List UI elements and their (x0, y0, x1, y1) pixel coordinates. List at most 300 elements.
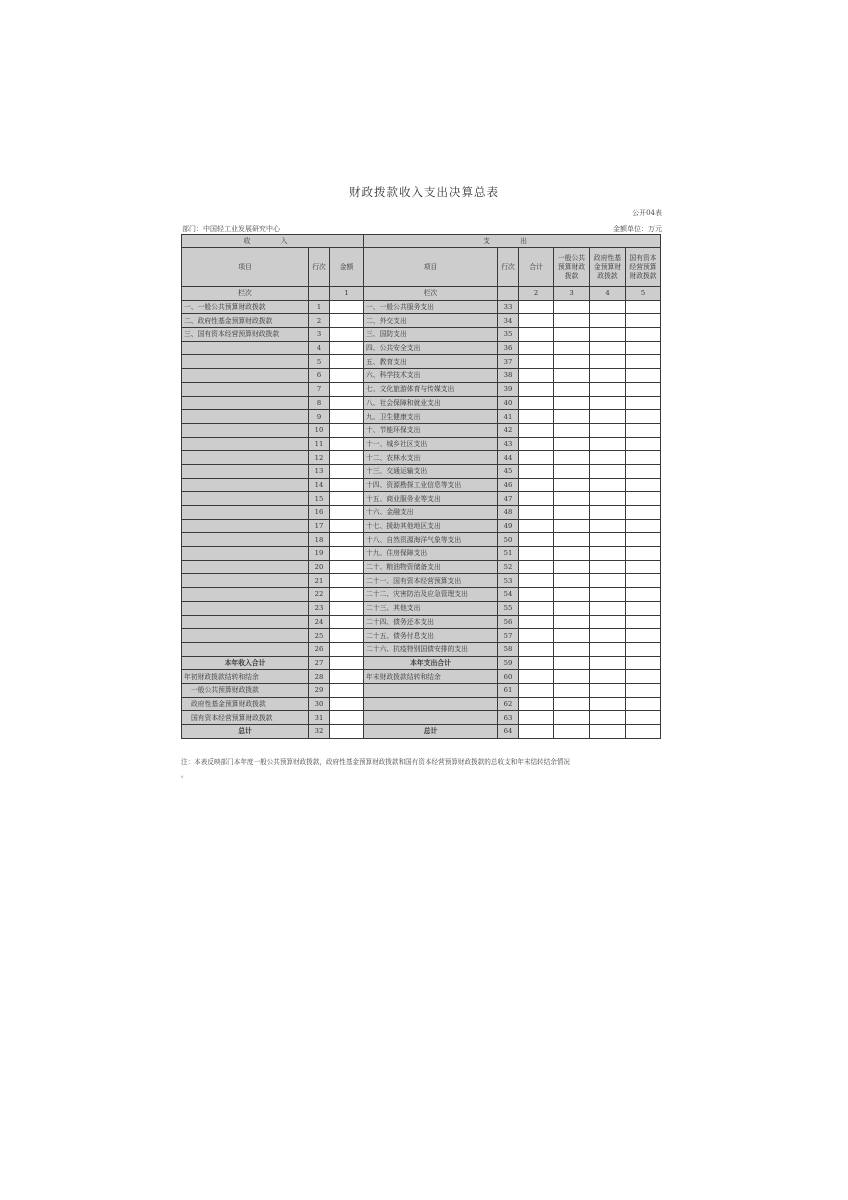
income-item (182, 574, 309, 588)
unit-label: 金额单位：万元 (613, 225, 662, 233)
table-row (182, 547, 661, 561)
income-item (182, 410, 309, 424)
gov-fund-cell (590, 478, 626, 492)
income-item (182, 369, 309, 383)
income-amount-cell (330, 464, 364, 478)
table-row (182, 601, 661, 615)
amount-cell (330, 656, 364, 670)
expense-line-number: 57 (498, 629, 519, 643)
general-budget-cell (554, 574, 590, 588)
expense-total-cell (519, 533, 554, 547)
line-number: 31 (309, 711, 330, 725)
state-capital-cell (626, 314, 661, 328)
state-capital-cell (626, 382, 661, 396)
line-number: 28 (309, 670, 330, 684)
income-line-number: 10 (309, 423, 330, 437)
gov-fund-cell (590, 588, 626, 602)
col-index-1: 1 (330, 287, 364, 301)
expense-item: 十九、住房保障支出 (364, 547, 498, 561)
income-line-number: 1 (309, 300, 330, 314)
report-title: 财政拨款收入支出决算总表 (349, 185, 499, 199)
line-number: 27 (309, 656, 330, 670)
income-amount-cell (330, 355, 364, 369)
expense-line-number: 39 (498, 382, 519, 396)
income-amount-cell (330, 547, 364, 561)
expense-item: 二十二、灾害防治及应急管理支出 (364, 588, 498, 602)
expense-line-number: 38 (498, 369, 519, 383)
sub-item-label: 国有资本经营预算财政拨款 (182, 711, 309, 725)
income-line-number: 8 (309, 396, 330, 410)
table-row (182, 588, 661, 602)
general-budget-cell (554, 478, 590, 492)
expense-total-cell (519, 464, 554, 478)
table-row-income-total (182, 656, 661, 670)
grand-total-label: 总计 (364, 725, 498, 739)
expense-line-number: 53 (498, 574, 519, 588)
state-capital-cell (626, 533, 661, 547)
gov-fund-cell (590, 396, 626, 410)
income-line-number: 23 (309, 601, 330, 615)
income-item (182, 341, 309, 355)
income-line-number: 3 (309, 328, 330, 342)
gov-fund-cell (590, 629, 626, 643)
gov-fund-cell (590, 615, 626, 629)
state-capital-cell (626, 300, 661, 314)
income-amount-cell (330, 492, 364, 506)
income-item (182, 492, 309, 506)
income-item (182, 519, 309, 533)
expense-total-cell (519, 629, 554, 643)
general-budget-cell (554, 341, 590, 355)
expense-total-cell (519, 423, 554, 437)
income-line-number: 26 (309, 642, 330, 656)
line-number: 62 (498, 697, 519, 711)
table-row-carry (182, 670, 661, 684)
income-amount-cell (330, 588, 364, 602)
expense-item: 二十六、抗疫特别国债安排的支出 (364, 642, 498, 656)
expense-item: 七、文化旅游体育与传媒支出 (364, 382, 498, 396)
income-amount-cell (330, 396, 364, 410)
department-label: 部门：中国轻工业发展研究中心 (182, 225, 280, 233)
income-item (182, 547, 309, 561)
expense-item: 四、公共安全支出 (364, 341, 498, 355)
income-line-number: 21 (309, 574, 330, 588)
income-amount-cell (330, 533, 364, 547)
income-item (182, 451, 309, 465)
general-budget-cell (554, 588, 590, 602)
gov-fund-cell (590, 574, 626, 588)
state-capital-cell (626, 328, 661, 342)
expense-total-label: 本年支出合计 (364, 656, 498, 670)
income-line-number: 11 (309, 437, 330, 451)
income-line-number: 20 (309, 560, 330, 574)
expense-total-cell (519, 437, 554, 451)
general-budget-cell (554, 642, 590, 656)
income-line-number: 24 (309, 615, 330, 629)
expense-line-number: 48 (498, 506, 519, 520)
gov-fund-cell (590, 547, 626, 561)
table-row-sub1 (182, 683, 661, 697)
table-row-sub2 (182, 697, 661, 711)
budget-table (181, 234, 661, 739)
income-amount-cell (330, 574, 364, 588)
gov-fund-cell (590, 341, 626, 355)
table-row (182, 533, 661, 547)
table-row (182, 574, 661, 588)
sub-item-label: 政府性基金预算财政拨款 (182, 697, 309, 711)
table-row (182, 478, 661, 492)
end-carry-label: 年末财政拨款结转和结余 (364, 670, 498, 684)
expense-item: 二十、粮油物资储备支出 (364, 560, 498, 574)
expense-total-cell (519, 547, 554, 561)
income-amount-cell (330, 300, 364, 314)
income-item: 一、一般公共预算财政拨款 (182, 300, 309, 314)
expense-total-cell (519, 451, 554, 465)
general-budget-cell (554, 547, 590, 561)
expense-total-cell (519, 328, 554, 342)
income-line-number: 7 (309, 382, 330, 396)
line-number: 64 (498, 725, 519, 739)
state-capital-header: 国有资本经营预算财政拨款 (626, 248, 661, 287)
expense-group-header: 支 出 (364, 235, 661, 248)
expense-line-number: 40 (498, 396, 519, 410)
expense-item: 二、外交支出 (364, 314, 498, 328)
income-item (182, 588, 309, 602)
gov-fund-cell (590, 533, 626, 547)
expense-line-number: 49 (498, 519, 519, 533)
table-row (182, 423, 661, 437)
gov-fund-cell (590, 369, 626, 383)
expense-total-cell (519, 506, 554, 520)
income-amount-cell (330, 629, 364, 643)
income-amount-header: 金额 (330, 248, 364, 287)
expense-total-cell (519, 355, 554, 369)
col-index-label: 栏次 (364, 287, 498, 301)
expense-total-cell (519, 341, 554, 355)
expense-total-cell (519, 560, 554, 574)
expense-item: 二十一、国有资本经营预算支出 (364, 574, 498, 588)
gov-fund-cell (590, 601, 626, 615)
note-line-1: 注：本表反映部门本年度一般公共预算财政拨款，政府性基金预算财政拨款和国有资本经营预算财政拨款的总收支和年末结转结余情况 (181, 758, 571, 766)
income-amount-cell (330, 369, 364, 383)
gov-fund-cell (590, 423, 626, 437)
state-capital-cell (626, 341, 661, 355)
gov-fund-cell (590, 560, 626, 574)
general-budget-cell (554, 519, 590, 533)
income-line-number: 9 (309, 410, 330, 424)
general-budget-cell (554, 382, 590, 396)
expense-item: 十、节能环保支出 (364, 423, 498, 437)
income-line-number: 4 (309, 341, 330, 355)
income-amount-cell (330, 314, 364, 328)
income-line-header: 行次 (309, 248, 330, 287)
table-row (182, 506, 661, 520)
expense-line-number: 36 (498, 341, 519, 355)
state-capital-cell (626, 519, 661, 533)
general-budget-cell (554, 369, 590, 383)
general-budget-cell (554, 506, 590, 520)
income-item (182, 560, 309, 574)
state-capital-cell (626, 642, 661, 656)
general-budget-cell (554, 464, 590, 478)
expense-line-number: 41 (498, 410, 519, 424)
form-id: 公开04表 (632, 209, 662, 217)
note-line-2: 。 (181, 771, 188, 779)
income-line-number: 18 (309, 533, 330, 547)
table-row (182, 410, 661, 424)
table-row (182, 341, 661, 355)
expense-item: 十二、农林水支出 (364, 451, 498, 465)
expense-line-number: 33 (498, 300, 519, 314)
income-item (182, 601, 309, 615)
gov-fund-cell (590, 437, 626, 451)
income-amount-cell (330, 478, 364, 492)
income-amount-cell (330, 601, 364, 615)
income-item (182, 464, 309, 478)
state-capital-cell (626, 615, 661, 629)
general-budget-cell (554, 492, 590, 506)
expense-item: 十四、资源勘探工业信息等支出 (364, 478, 498, 492)
state-capital-cell (626, 410, 661, 424)
income-line-number: 13 (309, 464, 330, 478)
col-index-5: 5 (626, 287, 661, 301)
expense-total-cell (519, 519, 554, 533)
income-line-number: 25 (309, 629, 330, 643)
line-number: 63 (498, 711, 519, 725)
state-capital-cell (626, 506, 661, 520)
line-number: 32 (309, 725, 330, 739)
col-index-label: 栏次 (182, 287, 309, 301)
gov-fund-header: 政府性基金预算财政拨款 (590, 248, 626, 287)
gov-fund-cell (590, 355, 626, 369)
table-row (182, 492, 661, 506)
gov-fund-cell (590, 451, 626, 465)
gov-fund-cell (590, 382, 626, 396)
general-budget-cell (554, 629, 590, 643)
income-item (182, 355, 309, 369)
income-amount-cell (330, 506, 364, 520)
expense-item: 二十四、债务还本支出 (364, 615, 498, 629)
income-line-number: 6 (309, 369, 330, 383)
expense-total-cell (519, 601, 554, 615)
expense-item: 一、一般公共服务支出 (364, 300, 498, 314)
expense-line-header: 行次 (498, 248, 519, 287)
table-row (182, 560, 661, 574)
expense-item: 十八、自然资源海洋气象等支出 (364, 533, 498, 547)
line-number: 61 (498, 683, 519, 697)
state-capital-cell (626, 560, 661, 574)
income-amount-cell (330, 423, 364, 437)
general-budget-cell (554, 396, 590, 410)
income-item-header: 项目 (182, 248, 309, 287)
expense-total-cell (519, 574, 554, 588)
state-capital-cell (626, 355, 661, 369)
income-line-number: 16 (309, 506, 330, 520)
state-capital-cell (626, 574, 661, 588)
gov-fund-cell (590, 464, 626, 478)
table-row-grand-total (182, 725, 661, 739)
income-total-label: 本年收入合计 (182, 656, 309, 670)
table-row-sub3 (182, 711, 661, 725)
income-amount-cell (330, 328, 364, 342)
general-budget-cell (554, 601, 590, 615)
income-amount-cell (330, 451, 364, 465)
table-row (182, 300, 661, 314)
income-amount-cell (330, 437, 364, 451)
expense-total-cell (519, 492, 554, 506)
table-note (181, 756, 681, 782)
expense-line-number: 56 (498, 615, 519, 629)
income-item: 二、政府性基金预算财政拨款 (182, 314, 309, 328)
expense-line-number: 34 (498, 314, 519, 328)
gov-fund-cell (590, 314, 626, 328)
col-index-4: 4 (590, 287, 626, 301)
income-line-number: 15 (309, 492, 330, 506)
expense-item: 十六、金融支出 (364, 506, 498, 520)
expense-total-cell (519, 369, 554, 383)
expense-item: 八、社会保障和就业支出 (364, 396, 498, 410)
income-amount-cell (330, 382, 364, 396)
line-number: 30 (309, 697, 330, 711)
general-budget-cell (554, 451, 590, 465)
line-number: 59 (498, 656, 519, 670)
expense-line-number: 35 (498, 328, 519, 342)
expense-line-number: 52 (498, 560, 519, 574)
expense-item-header: 项目 (364, 248, 498, 287)
income-amount-cell (330, 519, 364, 533)
line-number: 29 (309, 683, 330, 697)
expense-line-number: 37 (498, 355, 519, 369)
table-row (182, 355, 661, 369)
state-capital-cell (626, 464, 661, 478)
income-line-number: 12 (309, 451, 330, 465)
state-capital-cell (626, 478, 661, 492)
income-item (182, 382, 309, 396)
general-budget-cell (554, 533, 590, 547)
general-budget-cell (554, 410, 590, 424)
gov-fund-cell (590, 492, 626, 506)
income-item (182, 615, 309, 629)
table-row (182, 328, 661, 342)
expense-item: 二十三、其他支出 (364, 601, 498, 615)
expense-line-number: 44 (498, 451, 519, 465)
state-capital-cell (626, 629, 661, 643)
gov-fund-cell (590, 328, 626, 342)
expense-item: 六、科学技术支出 (364, 369, 498, 383)
income-line-number: 17 (309, 519, 330, 533)
table-row (182, 437, 661, 451)
expense-line-number: 58 (498, 642, 519, 656)
general-budget-cell (554, 300, 590, 314)
state-capital-cell (626, 588, 661, 602)
line-number: 60 (498, 670, 519, 684)
income-line-number: 22 (309, 588, 330, 602)
income-item (182, 437, 309, 451)
state-capital-cell (626, 547, 661, 561)
table-row (182, 369, 661, 383)
col-index-2: 2 (519, 287, 554, 301)
expense-total-cell (519, 382, 554, 396)
income-amount-cell (330, 642, 364, 656)
expense-line-number: 42 (498, 423, 519, 437)
expense-total-cell (519, 478, 554, 492)
expense-item: 三、国防支出 (364, 328, 498, 342)
general-budget-cell (554, 437, 590, 451)
state-capital-cell (626, 437, 661, 451)
expense-item: 十三、交通运输支出 (364, 464, 498, 478)
general-budget-cell (554, 355, 590, 369)
general-budget-cell (554, 423, 590, 437)
general-budget-cell (554, 560, 590, 574)
table-row (182, 396, 661, 410)
sub-item-label: 一般公共预算财政拨款 (182, 683, 309, 697)
expense-item: 十一、城乡社区支出 (364, 437, 498, 451)
expense-total-cell (519, 588, 554, 602)
general-budget-header: 一般公共预算财政拨款 (554, 248, 590, 287)
table-row (182, 464, 661, 478)
begin-carry-label: 年初财政拨款结转和结余 (182, 670, 309, 684)
expense-total-cell (519, 615, 554, 629)
expense-item: 九、卫生健康支出 (364, 410, 498, 424)
expense-item: 二十五、债务付息支出 (364, 629, 498, 643)
income-line-number: 5 (309, 355, 330, 369)
gov-fund-cell (590, 519, 626, 533)
income-group-header: 收 入 (182, 235, 364, 248)
expense-line-number: 45 (498, 464, 519, 478)
table-row (182, 519, 661, 533)
income-item (182, 478, 309, 492)
state-capital-cell (626, 369, 661, 383)
expense-line-number: 55 (498, 601, 519, 615)
expense-total-cell (519, 642, 554, 656)
expense-item: 五、教育支出 (364, 355, 498, 369)
income-item: 三、国有资本经营预算财政拨款 (182, 328, 309, 342)
income-line-number: 14 (309, 478, 330, 492)
income-amount-cell (330, 615, 364, 629)
expense-total-cell (519, 300, 554, 314)
table-row (182, 642, 661, 656)
table-row (182, 451, 661, 465)
gov-fund-cell (590, 410, 626, 424)
col-index-3: 3 (554, 287, 590, 301)
expense-line-number: 46 (498, 478, 519, 492)
income-item (182, 506, 309, 520)
income-amount-cell (330, 560, 364, 574)
state-capital-cell (626, 492, 661, 506)
expense-line-number: 47 (498, 492, 519, 506)
income-item (182, 629, 309, 643)
state-capital-cell (626, 423, 661, 437)
table-row (182, 314, 661, 328)
gov-fund-cell (590, 506, 626, 520)
gov-fund-cell (590, 300, 626, 314)
table-row (182, 615, 661, 629)
expense-item: 十五、商业服务业等支出 (364, 492, 498, 506)
state-capital-cell (626, 601, 661, 615)
expense-line-number: 50 (498, 533, 519, 547)
expense-item: 十七、援助其他地区支出 (364, 519, 498, 533)
income-item (182, 423, 309, 437)
income-amount-cell (330, 410, 364, 424)
income-item (182, 396, 309, 410)
table-row (182, 629, 661, 643)
state-capital-cell (626, 451, 661, 465)
general-budget-cell (554, 615, 590, 629)
state-capital-cell (626, 396, 661, 410)
expense-line-number: 54 (498, 588, 519, 602)
income-line-number: 2 (309, 314, 330, 328)
grand-total-label: 总计 (182, 725, 309, 739)
